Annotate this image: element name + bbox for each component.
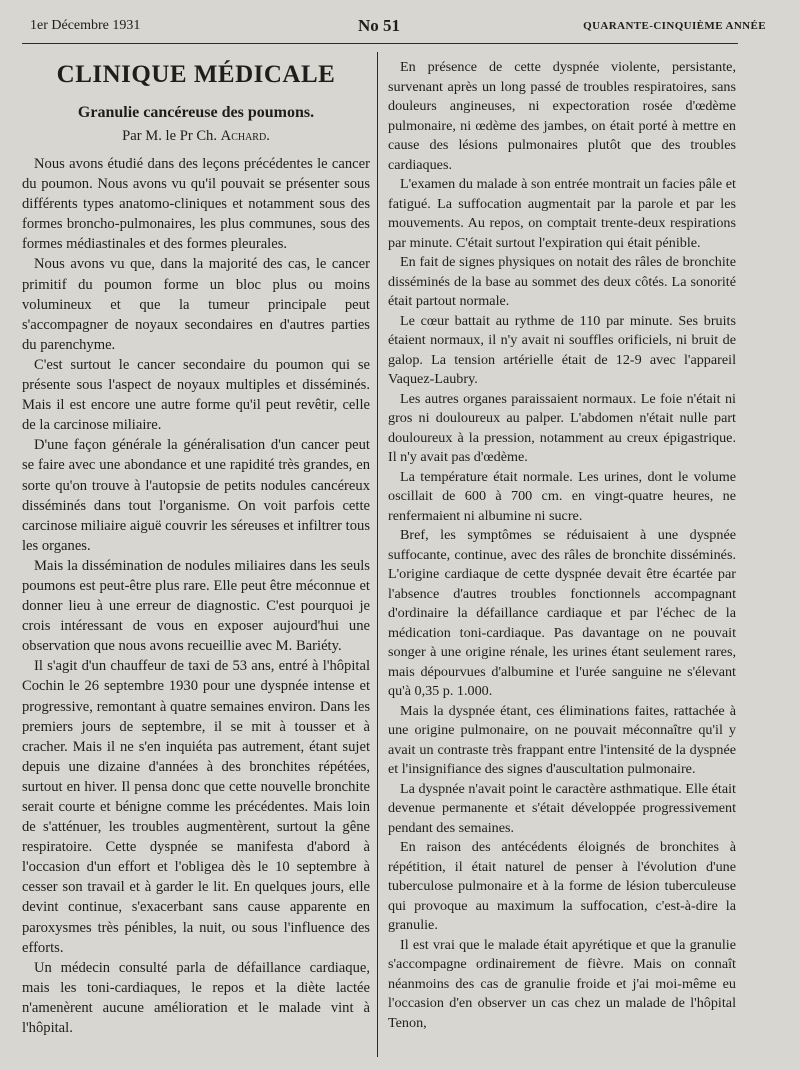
- paragraph: C'est surtout le cancer secondaire du poumon qui se présente sous l'aspect de noyaux multiples et disséminés. Mais il est encore une autre forme qu'il peut revêtir, celle de la carcinose miliaire.: [22, 356, 370, 434]
- paragraph: Le cœur battait au rythme de 110 par minute. Ses bruits étaient normaux, il n'y avait ni souffles orificiels, ni bruit de galop. La tension artérielle était de 12-9 avec l'appareil Vaquez-Laubry.: [388, 312, 736, 387]
- column-divider: [377, 52, 378, 1057]
- paragraph: Mais la dissémination de nodules miliaires dans les seuls poumons est peut-être plus rare. Elle peut être méconnue et donner lieu à une erreur de diagnostic. C'est pourquoi je crois intéressant de vous en exposer aujourd'hui une observation que nous avons recueillie avec M. Bariéty.: [22, 557, 370, 655]
- article-title: Granulie cancéreuse des poumons.: [77, 104, 315, 121]
- paragraph: Nous avons étudié dans des leçons précédentes le cancer du poumon. Nous avons vu qu'il pouvait se présenter sous différents types anatomo-cliniques et notamment sous des formes broncho-pulmonaires, les plus communes, sous des formes médiastinales et des formes pleurales.: [22, 156, 370, 253]
- left-column: [22, 56, 370, 1038]
- paragraph: La température était normale. Les urines, dont le volume oscillait de 600 à 700 cm. en vingt-quatre heures, ne renfermaient ni albumine ni sucre.: [388, 468, 736, 524]
- paragraph: D'une façon générale la généralisation d'un cancer peut se faire avec une abondance et une rapidité très grandes, en sorte qu'on trouve à l'autopsie de petits nodules cancéreux disséminés dans tout l'organisme. On voit parfois cette carcinose miliaire aiguë couvrir les séreuses et infiltrer tous les organes.: [22, 437, 370, 554]
- paragraph: Nous avons vu que, dans la majorité des cas, le cancer primitif du poumon forme un bloc plus ou moins volumineux et que la tumeur principale peut s'accompagner de noyaux secondaires en d'autres parties du parenchyme.: [22, 256, 370, 353]
- header-issue-number: No 51: [358, 16, 401, 35]
- paragraph: En fait de signes physiques on notait des râles de bronchite disséminés de la base au sommet des deux côtés. La sonorité était partout normale.: [388, 254, 736, 309]
- header-year: QUARANTE-CINQUIÈME ANNÉE: [583, 20, 766, 32]
- header-date: 1er Décembre 1931: [30, 18, 141, 33]
- right-column: [388, 58, 736, 1033]
- page-header: [30, 18, 790, 40]
- paragraph: Il s'agit d'un chauffeur de taxi de 53 ans, entré à l'hôpital Cochin le 26 septembre 1930 pour une dyspnée intense et progressive, remontant à quatre semaines environ. Dans les premiers jours de septembre, il se mit à tousser et à cracher. Mais il ne s'en inquiéta pas autrement, étant sujet depuis une dizaine d'années à des bronchites répétées, surtout en hiver. Il pensa donc que cette nouvelle bronchite serait courte et bénigne comme les précédentes. Mais loin de s'atténuer, les troubles augmentèrent, surtout la gêne respiratoire. Cette dyspnée se manifesta d'abord à l'occasion d'un effort et l'obligea dès le 10 septembre à cesser son travail et à garder le lit. En quelques jours, elle devint continue, s'exacerbant sans cause apparente en paroxysmes très pénibles, la nuit, ou sous l'influence des efforts.: [22, 658, 370, 956]
- header-rule: [22, 43, 738, 44]
- paragraph: En présence de cette dyspnée violente, persistante, survenant après un long passé de troubles respiratoires, sans douleurs angineuses, ni expectoration rosée d'œdème pulmonaire, ni œdème des jambes, on était porté à mettre en cause des lésions pulmonaires plutôt que des troubles cardiaques.: [388, 59, 736, 173]
- byline-prefix: Par M. le Pr Ch.: [122, 128, 221, 144]
- article-byline: [22, 125, 370, 147]
- paragraph: L'examen du malade à son entrée montrait un facies pâle et fatigué. La suffocation augmentait par la parole et par les mouvements. Au repos, on comptait trente-deux respirations par minute. C'était surtout l'expiration qui était pénible.: [388, 176, 736, 251]
- paragraph: En raison des antécédents éloignés de bronchites à répétition, il était naturel de penser à l'évolution d'une tuberculose pulmonaire et à la forme de lésion tuberculeuse qui provoque au maximum la suffocation, c'est-à-dire la granulie.: [388, 839, 736, 933]
- paragraph: Mais la dyspnée étant, ces éliminations faites, rattachée à une origine pulmonaire, on ne pouvait méconnaître qu'il y avait un contraste très frappant entre l'intensité de la dyspnée et l'insignifiance des signes d'auscultation pulmonaire.: [388, 702, 736, 777]
- paragraph: Un médecin consulté parla de défaillance cardiaque, mais les toni-cardiaques, le repos et la diète lactée n'amenèrent aucune amélioration et le malade vint à l'hôpital.: [22, 959, 370, 1037]
- section-title: CLINIQUE MÉDICALE: [56, 61, 336, 88]
- paragraph: Bref, les symptômes se réduisaient à une dyspnée suffocante, continue, avec des râles de bronchite disséminés. L'origine cardiaque de cette dyspnée devait être écartée par l'absence d'autres troubles fonctionnels accompagnant d'ordinaire la défaillance cardiaque et par l'échec de la médication toni-cardiaque. Pas davantage on ne pouvait songer à une origine rénale, les urines étant seulement rares, mais dépourvues d'albumine et l'urée sanguine ne s'élevant qu'à 0,35 p. 1.000.: [388, 527, 736, 699]
- paragraph: La dyspnée n'avait point le caractère asthmatique. Elle était devenue permanente et s'était développée progressivement pendant des semaines.: [388, 780, 736, 836]
- paragraph: Les autres organes paraissaient normaux. Le foie n'était ni gros ni douloureux au palper. L'abdomen n'était nulle part douloureux à la pression, notamment au creux épigastrique. Il n'y avait pas d'œdème.: [388, 390, 736, 465]
- paragraph: Il est vrai que le malade était apyrétique et que la granulie s'accompagne ordinairement de fièvre. Mais on connaît néanmoins des cas de granulie froide et j'ai moi-même eu l'occasion d'en observer un cas chez un malade de l'hôpital Tenon,: [388, 936, 736, 1031]
- byline-author: Achard.: [220, 128, 270, 144]
